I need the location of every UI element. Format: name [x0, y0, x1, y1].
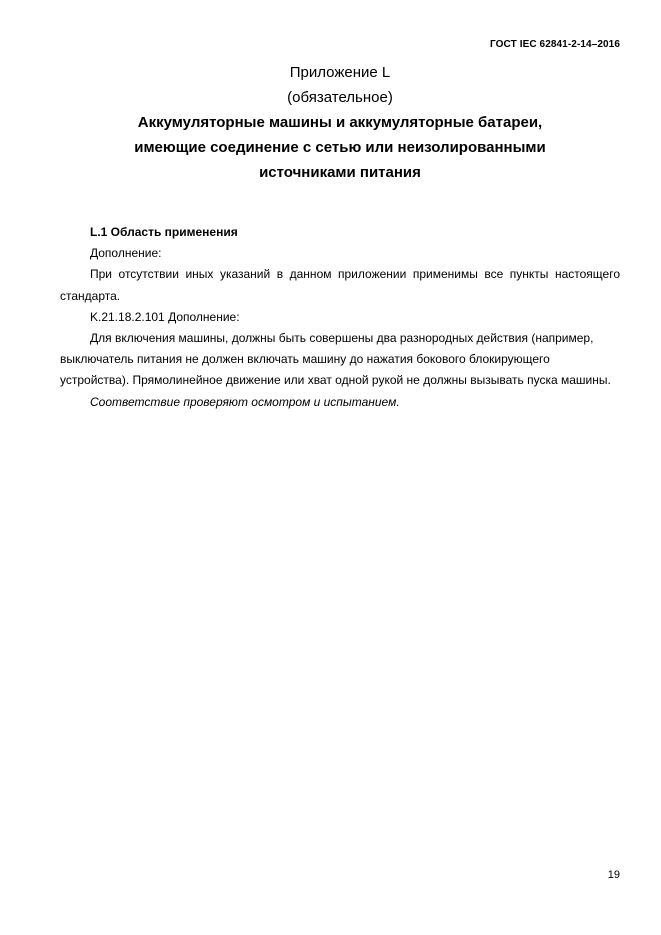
document-body — [60, 222, 620, 413]
requirement-paragraph: Для включения машины, должны быть совершены два разнородных действия (например, выключатель питания не должен включать машину до нажатия бокового блокирующего устройства). Прямолинейное движение или хват одной рукой не должны вызывать пуска машины. — [60, 331, 611, 388]
clause-reference: K.21.18.2.101 Дополнение: — [90, 309, 240, 324]
addition-label: Дополнение: — [90, 246, 162, 261]
compliance-paragraph: Соответствие проверяют осмотром и испытанием. — [90, 394, 400, 409]
appendix-status: (обязательное) — [287, 89, 393, 106]
section-heading: L.1 Область применения — [90, 225, 238, 239]
page-number: 19 — [607, 869, 620, 881]
appendix-label: Приложение L — [289, 64, 391, 81]
scope-paragraph: При отсутствии иных указаний в данном приложении применимы все пункты настоящего стандарта. — [60, 267, 620, 303]
appendix-title — [60, 60, 620, 185]
appendix-heading-line-1: Аккумуляторные машины и аккумуляторные батареи, — [137, 114, 543, 131]
appendix-heading-line-3: источниками питания — [259, 164, 421, 181]
appendix-heading-line-2: имеющие соединение с сетью или неизолированными — [134, 139, 546, 156]
document-code: ГОСТ IEC 62841-2-14–2016 — [490, 39, 620, 50]
